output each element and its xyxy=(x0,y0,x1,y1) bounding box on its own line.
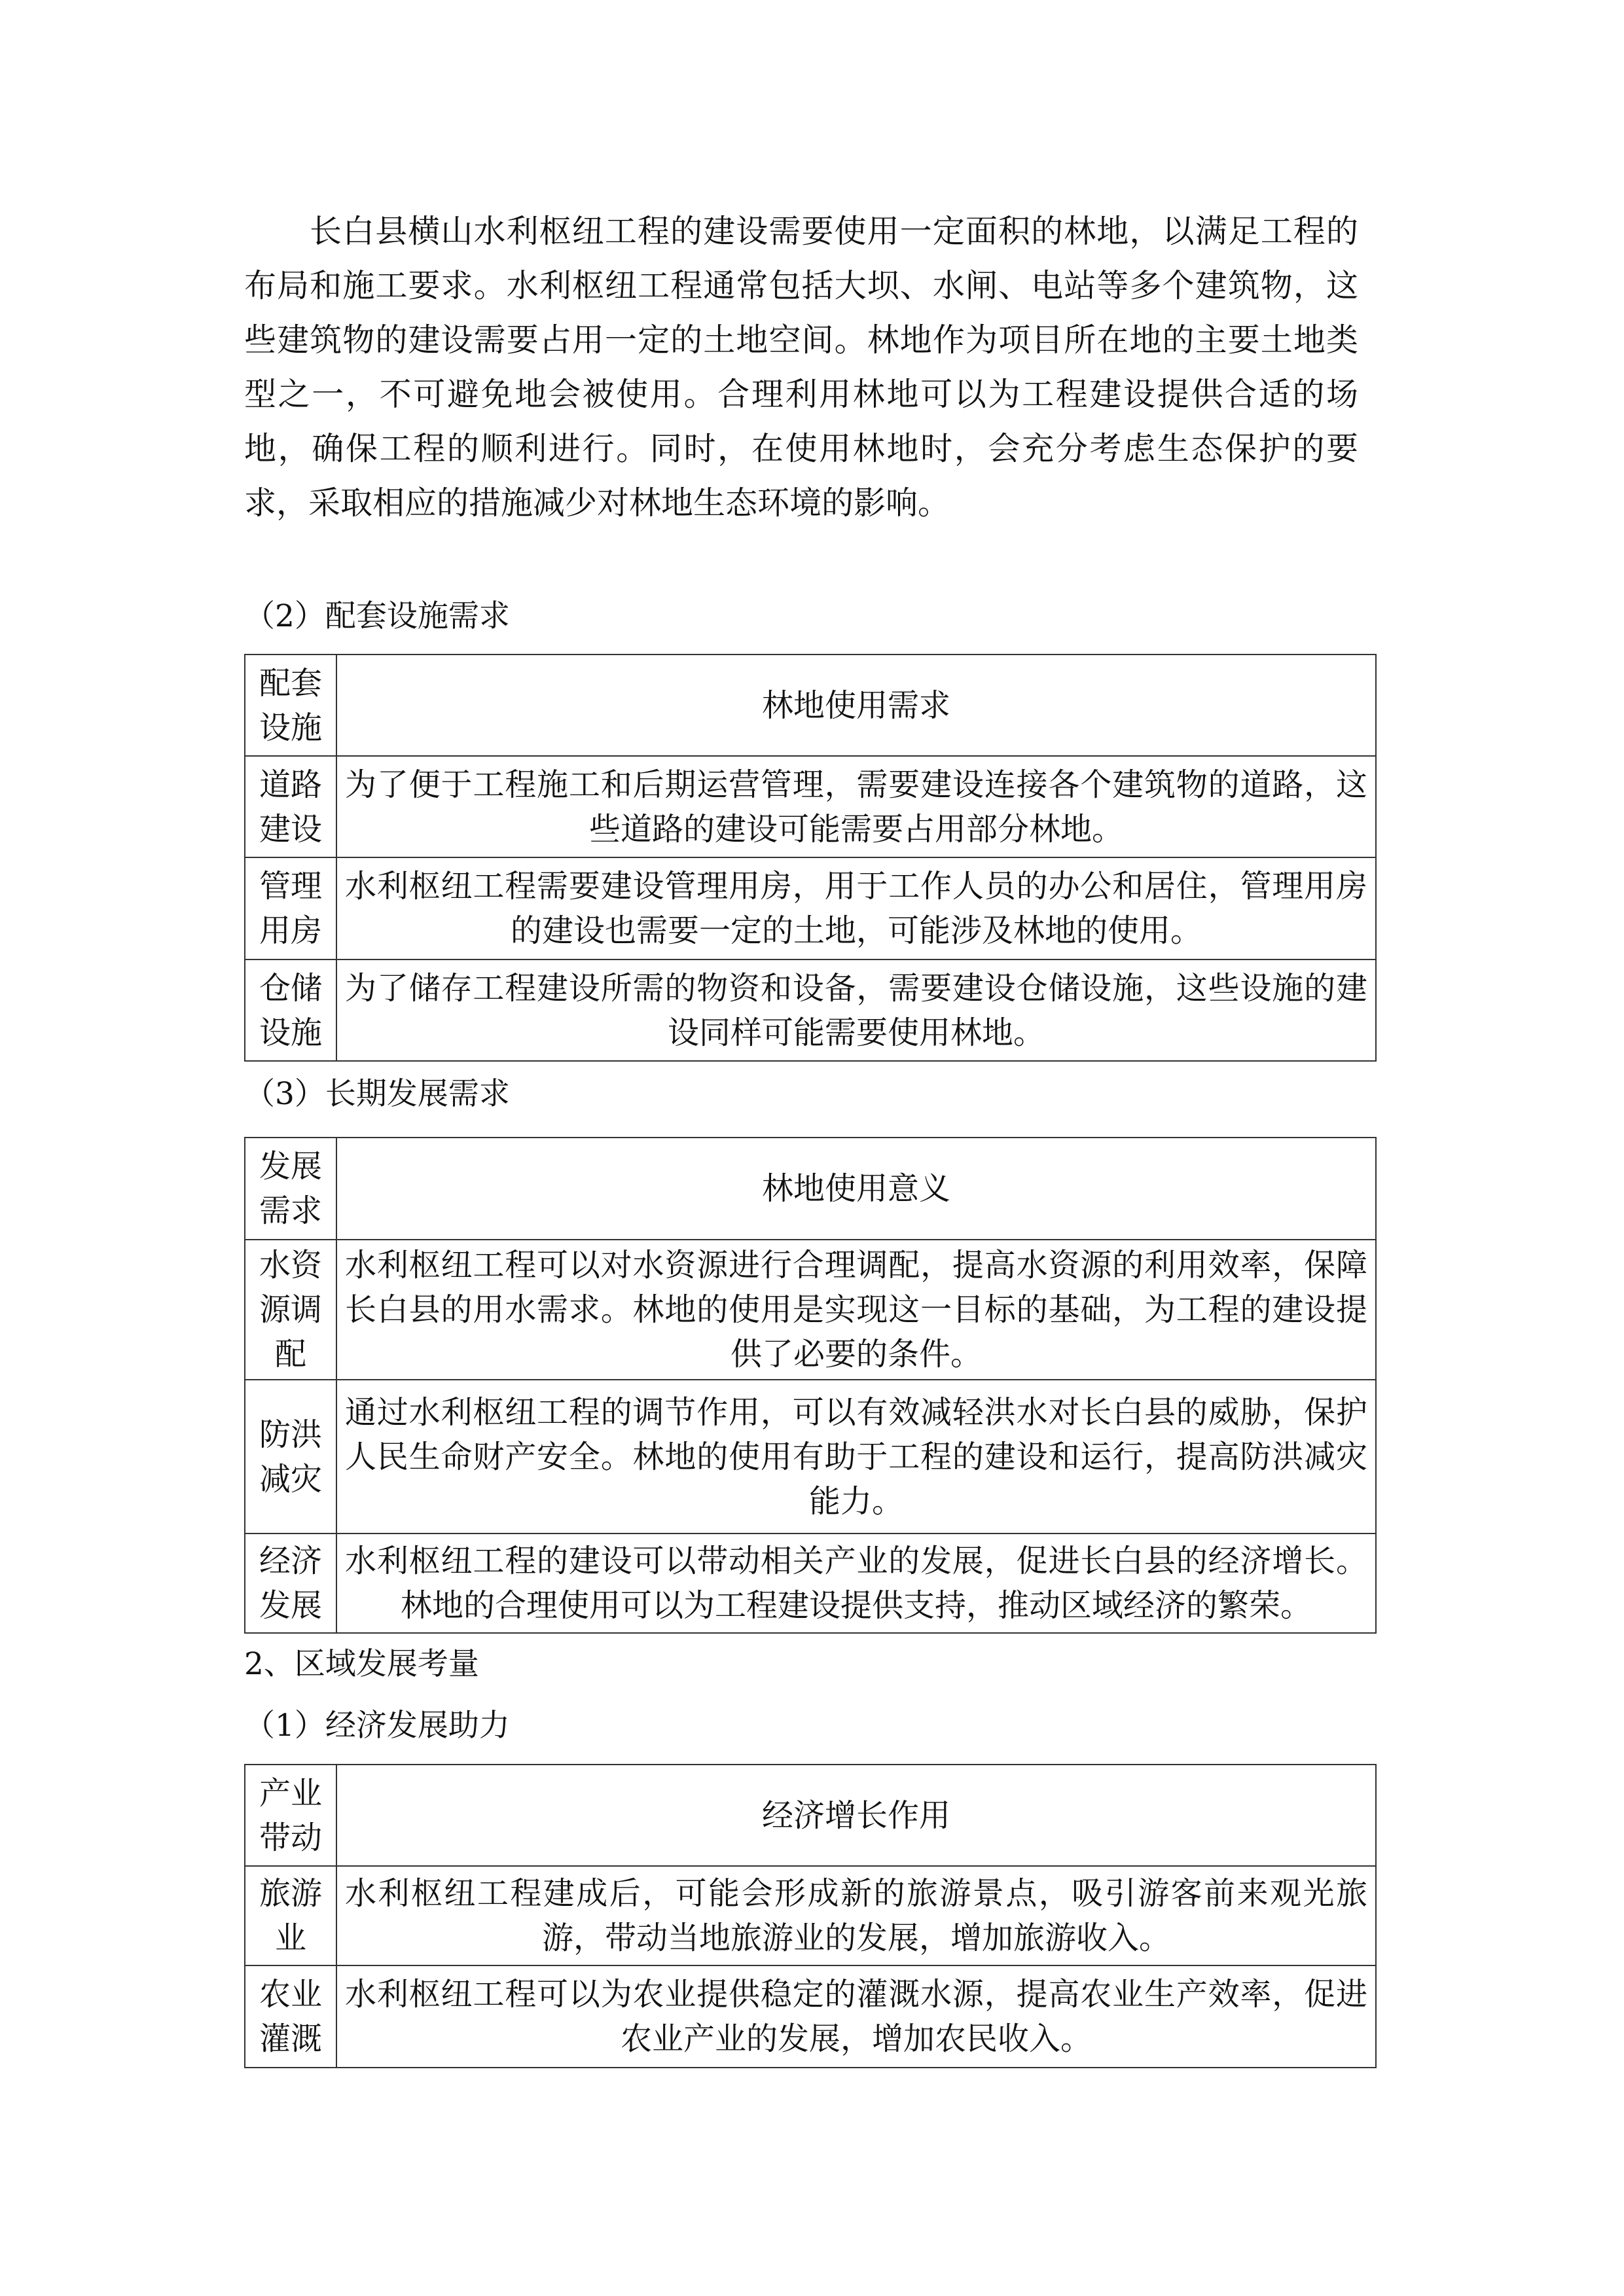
table-row xyxy=(245,857,1376,960)
intro-paragraph: 长白县横山水利枢纽工程的建设需要使用一定面积的林地，以满足工程的布局和施工要求。水利枢纽工程通常包括大坝、水闸、电站等多个建筑物，这些建筑物的建设需要占用一定的土地空间。林地作为项目所在地的主要土地类型之一，不可避免地会被使用。合理利用林地可以为工程建设提供合适的场地，确保工程的顺利进行。同时，在使用林地时，会充分考虑生态保护的要求，采取相应的措施减少对林地生态环境的影响。 xyxy=(244,213,1358,522)
table-row xyxy=(245,1240,1376,1380)
header-cell: 配套设施 xyxy=(245,655,336,756)
facilities-heading: （2）配套设施需求 xyxy=(244,598,510,634)
row-text: 水利枢纽工程需要建设管理用房，用于工作人员的办公和居住，管理用房的建设也需要一定的土地，可能涉及林地的使用。 xyxy=(336,857,1376,960)
regional-heading: 2、区域发展考量 xyxy=(244,1646,479,1682)
longterm-heading: （3）长期发展需求 xyxy=(244,1076,510,1112)
table-row xyxy=(245,960,1376,1061)
table-header-row xyxy=(245,655,1376,756)
row-text: 水利枢纽工程可以为农业提供稳定的灌溉水源，提高农业生产效率，促进农业产业的发展，增加农民收入。 xyxy=(336,1965,1376,2068)
row-text: 水利枢纽工程可以对水资源进行合理调配，提高水资源的利用效率，保障长白县的用水需求。林地的使用是实现这一目标的基础，为工程的建设提供了必要的条件。 xyxy=(336,1240,1376,1380)
row-label: 经济发展 xyxy=(245,1534,336,1633)
row-label: 道路建设 xyxy=(245,756,336,857)
row-text: 水利枢纽工程的建设可以带动相关产业的发展，促进长白县的经济增长。林地的合理使用可以为工程建设提供支持，推动区域经济的繁荣。 xyxy=(336,1534,1376,1633)
header-cell: 林地使用意义 xyxy=(336,1138,1376,1240)
row-text: 为了储存工程建设所需的物资和设备，需要建设仓储设施，这些设施的建设同样可能需要使用林地。 xyxy=(336,960,1376,1061)
header-cell: 发展需求 xyxy=(245,1138,336,1240)
row-text: 水利枢纽工程建成后，可能会形成新的旅游景点，吸引游客前来观光旅游，带动当地旅游业的发展，增加旅游收入。 xyxy=(336,1866,1376,1965)
row-text: 通过水利枢纽工程的调节作用，可以有效减轻洪水对长白县的威胁，保护人民生命财产安全。林地的使用有助于工程的建设和运行，提高防洪减灾能力。 xyxy=(336,1380,1376,1534)
header-cell: 产业带动 xyxy=(245,1765,336,1866)
row-label: 仓储设施 xyxy=(245,960,336,1061)
row-label: 防洪减灾 xyxy=(245,1380,336,1534)
row-text: 为了便于工程施工和后期运营管理，需要建设连接各个建筑物的道路，这些道路的建设可能需要占用部分林地。 xyxy=(336,756,1376,857)
table-row xyxy=(245,1534,1376,1633)
table-row xyxy=(245,1380,1376,1534)
row-label: 农业灌溉 xyxy=(245,1965,336,2068)
header-cell: 林地使用需求 xyxy=(336,655,1376,756)
economy-subheading: （1）经济发展助力 xyxy=(244,1708,510,1744)
longterm-table xyxy=(244,1137,1377,1634)
header-cell: 经济增长作用 xyxy=(336,1765,1376,1866)
row-label: 旅游业 xyxy=(245,1866,336,1965)
table-row xyxy=(245,1866,1376,1965)
table-row xyxy=(245,1965,1376,2068)
economy-table xyxy=(244,1764,1377,2068)
table-header-row xyxy=(245,1765,1376,1866)
table-row xyxy=(245,756,1376,857)
row-label: 水资源调配 xyxy=(245,1240,336,1380)
facilities-table xyxy=(244,654,1377,1062)
table-header-row xyxy=(245,1138,1376,1240)
row-label: 管理用房 xyxy=(245,857,336,960)
